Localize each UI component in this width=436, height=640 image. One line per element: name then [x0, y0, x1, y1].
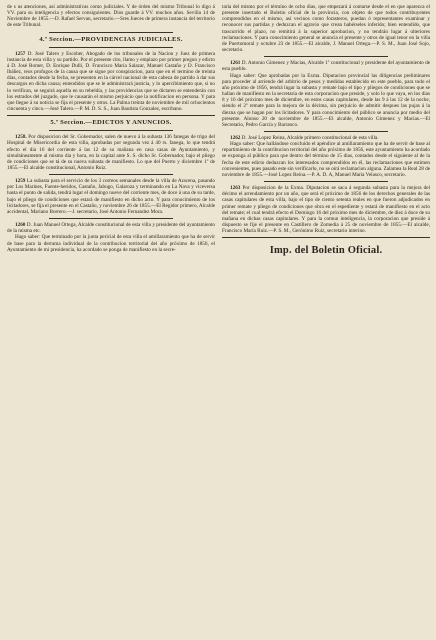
section-heading-edicts: 5.ª Seccion.—EDICTOS Y ANUNCIOS.: [50, 119, 172, 127]
entry-text: Por disposicion de la Exma. Diputacion se saca á segunda subasta para la mejora del décimo el arrendamiento por un año, que será el próximo de 1856 de los derechos generales de las casas capitulares de esta villa, bajo el tipo de ciento setenta reales en que fueron adjudicados en primer remate y pliego de condiciones que obra en el espediente y estará de manifiesto en el acto del remate; el cual tendrá efecto el Domingo 16 del próximo mes de diciembre, de diez á doce de su mañana en dichas casas capitulares. Y para la comun inteligencia, la corporacion que preside á dispuesto se fije el presente en Castillero de Zomedia á 25 de noviembre de 1855.—El alcalde, Francisco María Ruiz.—P. S. M., Gerónimo Ruiz, secretario interino.: [222, 185, 430, 235]
entry-number: 1257: [15, 50, 26, 57]
section-heading-judicial: 4.ª Seccion.—PROVIDENCIAS JUDICIALES.: [39, 35, 183, 43]
entry-number: 1258.: [15, 134, 27, 141]
divider: [49, 130, 174, 131]
entry-1262-text: Hago saber: Que hallándose concluido el apéndice al amillaramiento que ha de servir de base al repartimiento de la contribucion territorial del año próximo de 1856, este ayuntamiento ha acordado se exponga al público para que dentro del término de 15 dias, contados desde el siguiente al de la fecha de este edicto deduzcan los interesados comprendidos en él, las reclamaciones que estimen convenientes, pues pasado este sin verificarlo, no se oirá reclamacion alguna. Zalamea la Real 28 de noviembre de 1855.—José Lopez Reina.—P. A. D. A, Manuel María Velasco, secretario.: [222, 141, 430, 178]
divider: [49, 47, 174, 48]
continued-text-top-right: taría del mismo por el término de ocho dias, que empezará á contarse desde el en que aparezca el presente insertado el Boletin oficial de la provincia, con objeto de que todos contribuyentes comprendidos en el mismo, así vecinos como forasteros, puedan ó representantes examinar y reconocer sus partidas y deduzcan el agravio que crean habérseles inferido; bien entendido, que trascurrido el plazo, no remitirá á la superior aprobacion, y no tendrán lugar á ulteriores reclamaciones. Y para conocimiento general se anuncia el presente y otros de igual tenor en la villa de Puertomoral y octubre 23 de 1855.—El alcalde, J. Manuel Ortega.—P. S. M., Juan José Sojo, secretario.: [222, 4, 430, 54]
entry-1263: [222, 185, 430, 234]
entry-text: La subasta para el servicio de los 3 correos semanales desde la villa de Aracena, pasando por Los Marines, Fuente-heridos, Castaño, Jabugo, Galaroza y terminando en La Nava y viceversa hasta el punto de salida, tendrá lugar el domingo nueve del corriente mes, de doce á una de su tarde, bajo el pliego de condiciones que estará de manifiesto en dicho acto. Y para conocimiento de los licitadores, se fija el presente en el Castaño, y noviembre 26 de 1855.—El Regidor primero, Alcalde accidental, Mariano Borrero.—J. secretario, José Antonio Fernandez Mora.: [7, 178, 215, 215]
entry-1257: [7, 51, 215, 113]
page-columns: [7, 4, 431, 640]
entry-number: 1262: [230, 134, 241, 141]
entry-heading: D. José Lopez Reina, Alcalde primero constitucional de esta villa.: [241, 134, 379, 141]
right-column: [222, 4, 430, 640]
entry-heading: D. Antonio Gimenez y Macias, Alcalde 1º constitucional y presidente del ayuntamiento de esta pueblo.: [222, 60, 430, 73]
entry-1261-head: [222, 60, 430, 72]
divider: [264, 131, 389, 132]
divider: [49, 218, 174, 219]
divider: [222, 237, 430, 238]
divider: [49, 174, 174, 175]
entry-1258: [7, 134, 215, 171]
left-column: [7, 4, 215, 640]
entry-number: 1259: [15, 178, 26, 185]
divider: [7, 115, 215, 116]
continued-text-top-left: de s us atenciones, así administrativas como judiciales. Y de órden del mismo Tribunal lo digo á VV. para su inteligencia y efectos consiguientes. Dios guarde á VV. muchos años. Sevilla 14 de Noviembre de 1855.—D. Rafael Servan, secretario.—Sres Jueces de primera instancia del territorio de este Tribunal.: [7, 4, 215, 29]
entry-number: 1263: [230, 185, 241, 192]
entry-1259: [7, 178, 215, 215]
divider: [264, 181, 389, 182]
entry-number: 1261: [230, 60, 241, 67]
entry-number: 1260: [15, 222, 26, 229]
printer-imprint: Imp. del Boletin Oficial.: [269, 245, 383, 257]
entry-1260-head: [7, 222, 215, 234]
entry-1260-text: Hago saber: Que terminado por la junta pericial de esta villa el amillaramiento que ha de servir de base para la derrama individual de la contribucion territorial del año próximo de 1856, el Ayuntamiento de mi presidencia, ha acordado se ponga de manifiesto en la secre-: [7, 234, 215, 253]
entry-text: D. José Talero y Escober, Abogado de los tribunales de la Nacion y Juez de primera instancia de esta villa y su partido. Por el presente cito, llamo y emplazo por primer pregon y edicto á D. José Romer, D. Enrique Dulli, D. Francisco María Salazar, Manuel Castaño y D. Francisco Ibáñez, reos profugos de la causa que se sigue por conspiracion, para que en el termino de treinta dias, contados desde la fecha, se presenten en la cárcel nacional de esta cabeza de partido á dar sus descargos en dicha causa; entendidos que se le administrará justicia, y lo apercibimiento que, si no lo verifican, se seguirá aquella en su rebeldía, y las providencias que se dictaren se entenderán con los estrados del juzgado, que le causarán el mismo perjuicio que la notificacion en persona. Y para que llegue á su noticia se fija el presente y otros. La Palma treinta de noviembre de mil ochocientos cincuenta y cinco.—José Talero.—P. M. D. S. S., Juan Bautista Gonzalez, escribano.: [7, 50, 215, 113]
entry-text: Por disposicion del Sr. Gobernador, salen de nuevo á la subasta 136 fanegas de trigo del Hospital de Misericordia de esta villa, aprobadas por segunda vez á 40 rs. fanega, lo que tendrá efecto el dia 16 del corriente á las 12 de su mañana en casa casas de Ayuntamiento, y simultáneamente al mismo dia y hora, en la capital ante S. S. dicho Sr. Gobernador, bajo el pliego de condiciones que se tá de su nueva subasta de manifiesto. Lo que del Puerto y diciembre 1º de 1855.—El alcalde constitucional, Antonio Ruiz.: [7, 134, 215, 171]
divider: [49, 32, 174, 33]
divider: [264, 56, 389, 57]
entry-1261-text: Hago saber: Que aprobadas por la Exma. Diputacion provincial las diligencias preliminares para proceder al arriendo del arbitrio de pesos y medidas establecido en este pueblo, para todo el año próximo de 1856, tendrá lugar la subasta y remate bajo el tipo y pliegos de condiciones que se hallan de manifiesto en la secretaría de esta corporacion que preside, y solo lo que vaya, en los dias 8 y 16 del próximo mes de diciembre, en estos casas capitulares, desde las 9 á las 12 de la noche, siendo el 2º remate para la mejora de la décima, sin perjuicio de admitir despues las pujas á la diezna que se hagan por los licitadores. Y para conocimiento del público se anuncia por medio del presente. Alonso 20 de noviembre de 1855.—El alcalde, Antonio Gimenez y Macias.—El Secretario, Pedro García y Barranco.: [222, 72, 430, 128]
entry-heading: D. Juan Manuel Ortega, Alcalde constitucional de esta villa y presidente del ayuntamiento de la misma etc.: [7, 222, 215, 235]
